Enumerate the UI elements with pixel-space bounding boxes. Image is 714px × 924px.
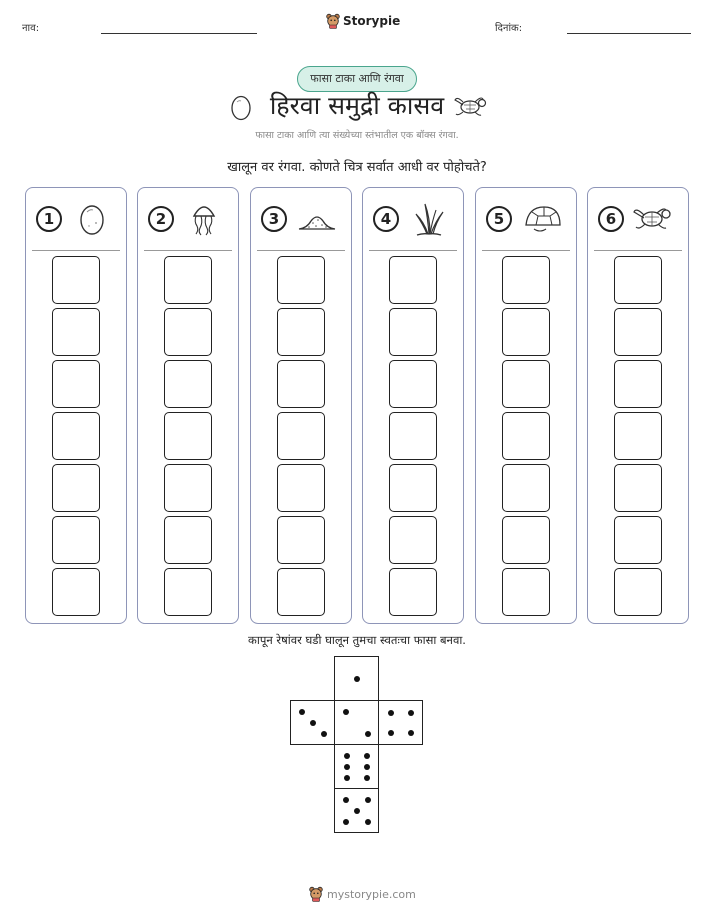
color-box[interactable] <box>614 256 662 304</box>
color-box[interactable] <box>164 516 212 564</box>
die-pip <box>344 775 350 781</box>
color-box[interactable] <box>502 256 550 304</box>
column-6 <box>587 187 689 624</box>
die-pip <box>408 730 414 736</box>
color-box[interactable] <box>502 360 550 408</box>
die-pip <box>364 764 370 770</box>
color-box[interactable] <box>164 412 212 460</box>
instruction-text: खालून वर रंगवा. कोणते चित्र सर्वात आधी वर पोहोचते? <box>227 160 487 175</box>
color-box[interactable] <box>389 568 437 616</box>
color-box[interactable] <box>389 412 437 460</box>
column-number: 2 <box>148 206 174 232</box>
die-pip <box>343 709 349 715</box>
jellyfish-icon <box>182 199 226 239</box>
color-box[interactable] <box>614 360 662 408</box>
color-box[interactable] <box>164 256 212 304</box>
color-box[interactable] <box>277 516 325 564</box>
die-pip <box>354 808 360 814</box>
color-box[interactable] <box>52 360 100 408</box>
activity-badge: फासा टाका आणि रंगवा <box>297 66 417 92</box>
seagrass-icon <box>407 199 451 239</box>
color-box[interactable] <box>52 308 100 356</box>
color-box[interactable] <box>164 464 212 512</box>
die-pip <box>408 710 414 716</box>
sand-pile-icon <box>295 199 339 239</box>
date-label: दिनांक: <box>495 23 523 34</box>
color-box[interactable] <box>52 412 100 460</box>
color-box[interactable] <box>614 516 662 564</box>
column-5 <box>475 187 577 624</box>
footer <box>309 886 416 902</box>
die-face-1 <box>334 656 379 701</box>
storypie-logo <box>326 13 400 29</box>
color-box[interactable] <box>502 412 550 460</box>
sea-turtle-icon <box>632 199 676 239</box>
die-pip <box>365 819 371 825</box>
die-pip <box>344 753 350 759</box>
column-number: 3 <box>261 206 287 232</box>
die-pip <box>299 709 305 715</box>
die-pip <box>310 720 316 726</box>
color-box[interactable] <box>389 308 437 356</box>
color-box[interactable] <box>277 256 325 304</box>
column-number: 4 <box>373 206 399 232</box>
die-pip <box>354 676 360 682</box>
color-box[interactable] <box>277 464 325 512</box>
sea-turtle-icon <box>453 93 489 121</box>
column-divider <box>144 250 232 251</box>
die-pip <box>364 753 370 759</box>
logo-text: Storypie <box>343 14 401 28</box>
die-pip <box>344 764 350 770</box>
color-box[interactable] <box>277 568 325 616</box>
page-title: हिरवा समुद्री कासव <box>269 91 445 120</box>
color-box[interactable] <box>164 568 212 616</box>
color-box[interactable] <box>277 412 325 460</box>
color-box[interactable] <box>164 308 212 356</box>
die-face-3 <box>290 700 335 745</box>
color-box[interactable] <box>502 516 550 564</box>
column-divider <box>482 250 570 251</box>
color-box[interactable] <box>52 568 100 616</box>
die-pip <box>321 731 327 737</box>
cut-instruction: कापून रेषांवर घडी घालून तुमचा स्वतःचा फासा बनवा. <box>248 633 466 647</box>
color-box[interactable] <box>52 256 100 304</box>
column-number: 6 <box>598 206 624 232</box>
color-box[interactable] <box>277 308 325 356</box>
column-divider <box>32 250 120 251</box>
bear-icon <box>309 886 323 902</box>
column-4 <box>362 187 464 624</box>
color-box[interactable] <box>277 360 325 408</box>
color-box[interactable] <box>389 464 437 512</box>
die-pip <box>364 775 370 781</box>
egg-icon <box>70 199 114 239</box>
color-box[interactable] <box>614 464 662 512</box>
die-pip <box>388 710 394 716</box>
column-divider <box>594 250 682 251</box>
die-face-5 <box>334 788 379 833</box>
die-pip <box>343 819 349 825</box>
column-1 <box>25 187 127 624</box>
die-pip <box>388 730 394 736</box>
color-box[interactable] <box>502 308 550 356</box>
turtle-shell-icon <box>520 199 564 239</box>
color-box[interactable] <box>389 256 437 304</box>
die-pip <box>365 731 371 737</box>
footer-url[interactable]: mystorypie.com <box>327 887 416 901</box>
die-pip <box>365 797 371 803</box>
color-box[interactable] <box>389 360 437 408</box>
color-box[interactable] <box>164 360 212 408</box>
column-3 <box>250 187 352 624</box>
column-2 <box>137 187 239 624</box>
name-label: नाव: <box>22 23 40 34</box>
color-box[interactable] <box>389 516 437 564</box>
color-box[interactable] <box>614 308 662 356</box>
color-box[interactable] <box>502 568 550 616</box>
column-number: 5 <box>486 206 512 232</box>
subtitle: फासा टाका आणि त्या संख्येच्या स्तंभातील एक बॉक्स रंगवा. <box>255 130 459 141</box>
name-line[interactable] <box>101 33 257 34</box>
bear-icon <box>326 13 340 29</box>
die-face-4 <box>378 700 423 745</box>
color-box[interactable] <box>614 412 662 460</box>
column-divider <box>369 250 457 251</box>
color-box[interactable] <box>614 568 662 616</box>
column-divider <box>257 250 345 251</box>
die-face-6 <box>334 744 379 789</box>
color-box[interactable] <box>52 516 100 564</box>
die-face-2 <box>334 700 379 745</box>
color-box[interactable] <box>502 464 550 512</box>
die-pip <box>343 797 349 803</box>
date-line[interactable] <box>567 33 691 34</box>
color-box[interactable] <box>52 464 100 512</box>
column-number: 1 <box>36 206 62 232</box>
